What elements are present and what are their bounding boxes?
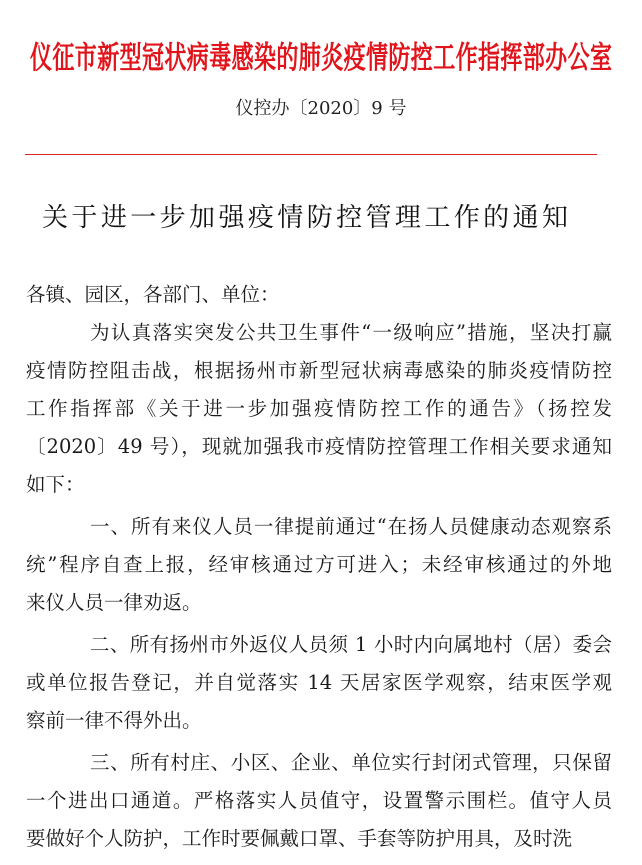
document-number: 仪控办〔2020〕9 号 [235,98,407,119]
issuer-header-title: 仪征市新型冠状病毒感染的肺炎疫情防控工作指挥部办公室 [30,39,612,77]
header-divider [25,154,597,155]
paragraph-line: 来仪人员一律劝返。 [26,591,202,614]
paragraph-line: 一个进出口通道。严格落实人员值守，设置警示围栏。值守人员 [26,789,612,812]
notice-body [26,276,612,858]
paragraph-line: 察前一律不得外出。 [26,709,202,732]
paragraph-line: 一、所有来仪人员一律提前通过“在扬人员健康动态观察系 [90,515,612,538]
paragraph-line: 为认真落实突发公共卫生事件“一级响应”措施，坚决打赢 [90,321,612,344]
paragraph [26,744,612,858]
paragraph-line: 三、所有村庄、小区、企业、单位实行封闭式管理，只保留 [90,751,612,774]
notice-title: 关于进一步加强疫情防控管理工作的通知 [42,203,568,233]
salutation: 各镇、园区，各部门、单位： [26,283,280,306]
paragraph-line: 疫情防控阻击战，根据扬州市新型冠状病毒感染的肺炎疫情防控 [26,359,612,382]
paragraph-line: 或单位报告登记，并自觉落实 14 天居家医学观察，结束医学观 [26,671,612,694]
paragraph [26,508,612,622]
paragraph-line: 要做好个人防护，工作时要佩戴口罩、手套等防护用具，及时洗 [26,827,573,850]
paragraph [26,314,612,504]
paragraph-line: 如下： [26,473,85,496]
paragraph-line: 工作指挥部《关于进一步加强疫情防控工作的通告》（扬控发 [26,397,612,420]
paragraph [26,626,612,740]
paragraph-line: 二、所有扬州市外返仪人员须 1 小时内向属地村（居）委会 [90,633,612,656]
paragraph-line: 〔2020〕49 号），现就加强我市疫情防控管理工作相关要求通知 [26,435,612,458]
paragraph-line: 统”程序自查上报，经审核通过方可进入；未经审核通过的外地 [26,553,612,576]
